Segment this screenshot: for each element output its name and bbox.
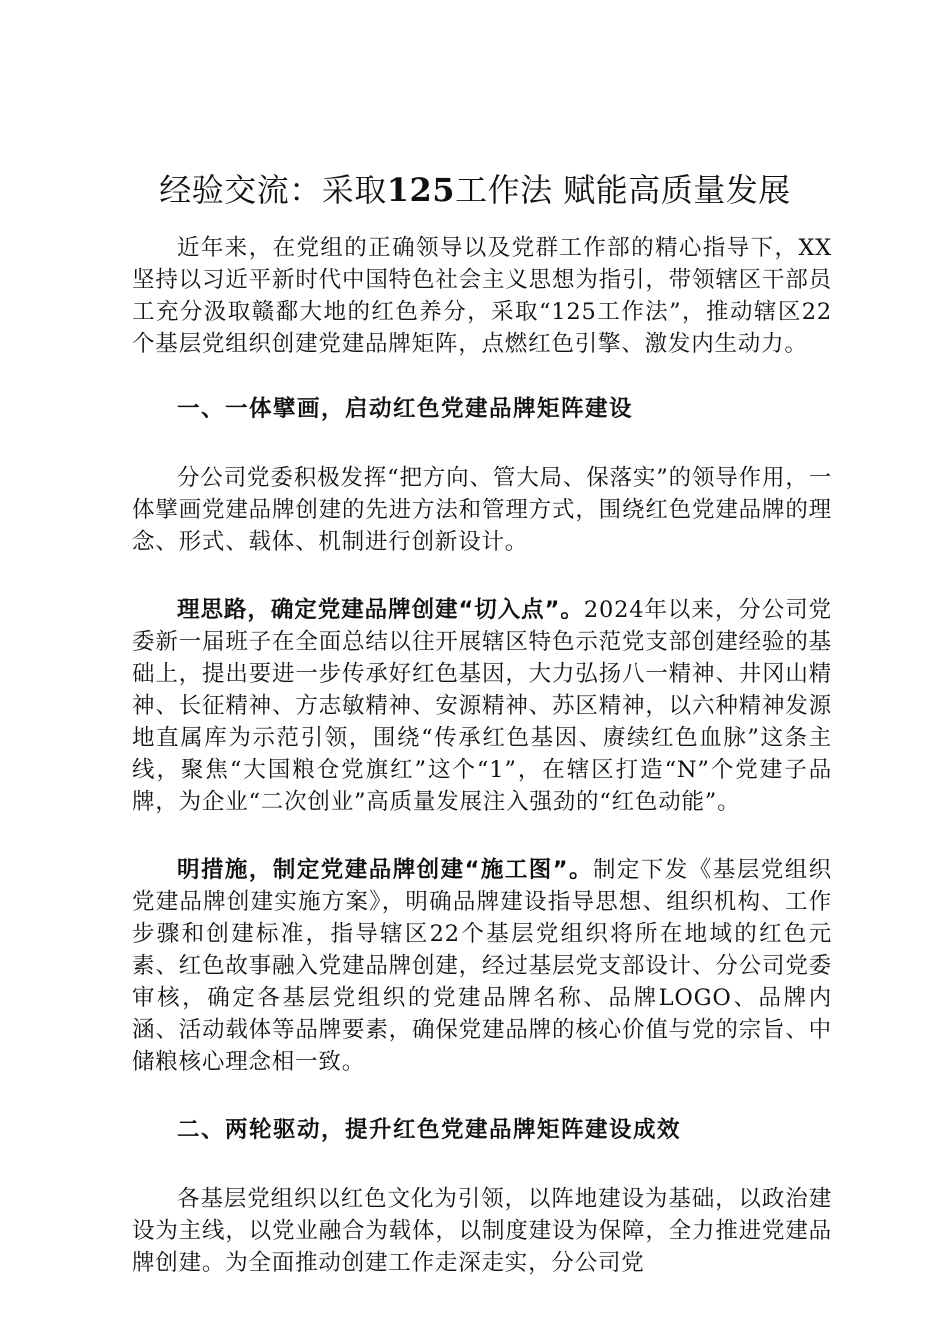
section1-item1-text: 2024年以来，分公司党委新一届班子在全面总结以往开展辖区特色示范党支部创建经验的基础上，提出要进一步传承好红色基因，大力弘扬八一精神、井冈山精神、长征精神、方志敏精神、安源精神、苏区精神，以六种精神发源地直属库为示范引领，围绕“传承红色基因、赓续红色血脉”这条主线，聚焦“大国粮仓党旗红”这个“1”，在辖区打造“N”个党建子品牌，为企业“二次创业”高质量发展注入强劲的“红色动能”。 <box>132 597 832 815</box>
section1-item2-lead: 明措施，制定党建品牌创建“施工图”。 <box>177 857 593 883</box>
section1-item1-paragraph <box>132 594 832 818</box>
intro-paragraph: 近年来，在党组的正确领导以及党群工作部的精心指导下，XX坚持以习近平新时代中国特色社会主义思想为指引，带领辖区干部员工充分汲取赣鄱大地的红色养分，采取“125工作法”，推动辖区22个基层党组织创建党建品牌矩阵，点燃红色引擎、激发内生动力。 <box>132 235 832 357</box>
document-title <box>90 166 860 214</box>
title-part1: 经验交流：采取 <box>159 171 387 209</box>
document-body <box>132 232 832 1279</box>
section1-heading: 一、一体擘画，启动红色党建品牌矩阵建设 <box>177 396 634 422</box>
section1-item2-text: 制定下发《基层党组织党建品牌创建实施方案》，明确品牌建设指导思想、组织机构、工作步骤和创建标准，指导辖区22个基层党组织将所在地域的红色元素、红色故事融入党建品牌创建，经过基层党支部设计、分公司党委审核，确定各基层党组织的党建品牌名称、品牌LOGO、品牌内涵、活动载体等品牌要素，确保党建品牌的核心价值与党的宗旨、中储粮核心理念相一致。 <box>132 857 832 1075</box>
section2-heading: 二、两轮驱动，提升红色党建品牌矩阵建设成效 <box>177 1117 682 1143</box>
section1-item2-paragraph <box>132 854 832 1078</box>
section1-paragraph: 分公司党委积极发挥“把方向、管大局、保落实”的领导作用，一体擘画党建品牌创建的先进方法和管理方式，围绕红色党建品牌的理念、形式、载体、机制进行创新设计。 <box>132 465 832 555</box>
section2-paragraph: 各基层党组织以红色文化为引领，以阵地建设为基础，以政治建设为主线，以党业融合为载体，以制度建设为保障，全力推进党建品牌创建。为全面推动创建工作走深走实，分公司党 <box>132 1186 832 1276</box>
title-part2: 工作法 赋能高质量发展 <box>455 171 791 209</box>
title-number: 125 <box>386 171 456 209</box>
section1-item1-lead: 理思路，确定党建品牌创建“切入点”。 <box>177 597 584 623</box>
